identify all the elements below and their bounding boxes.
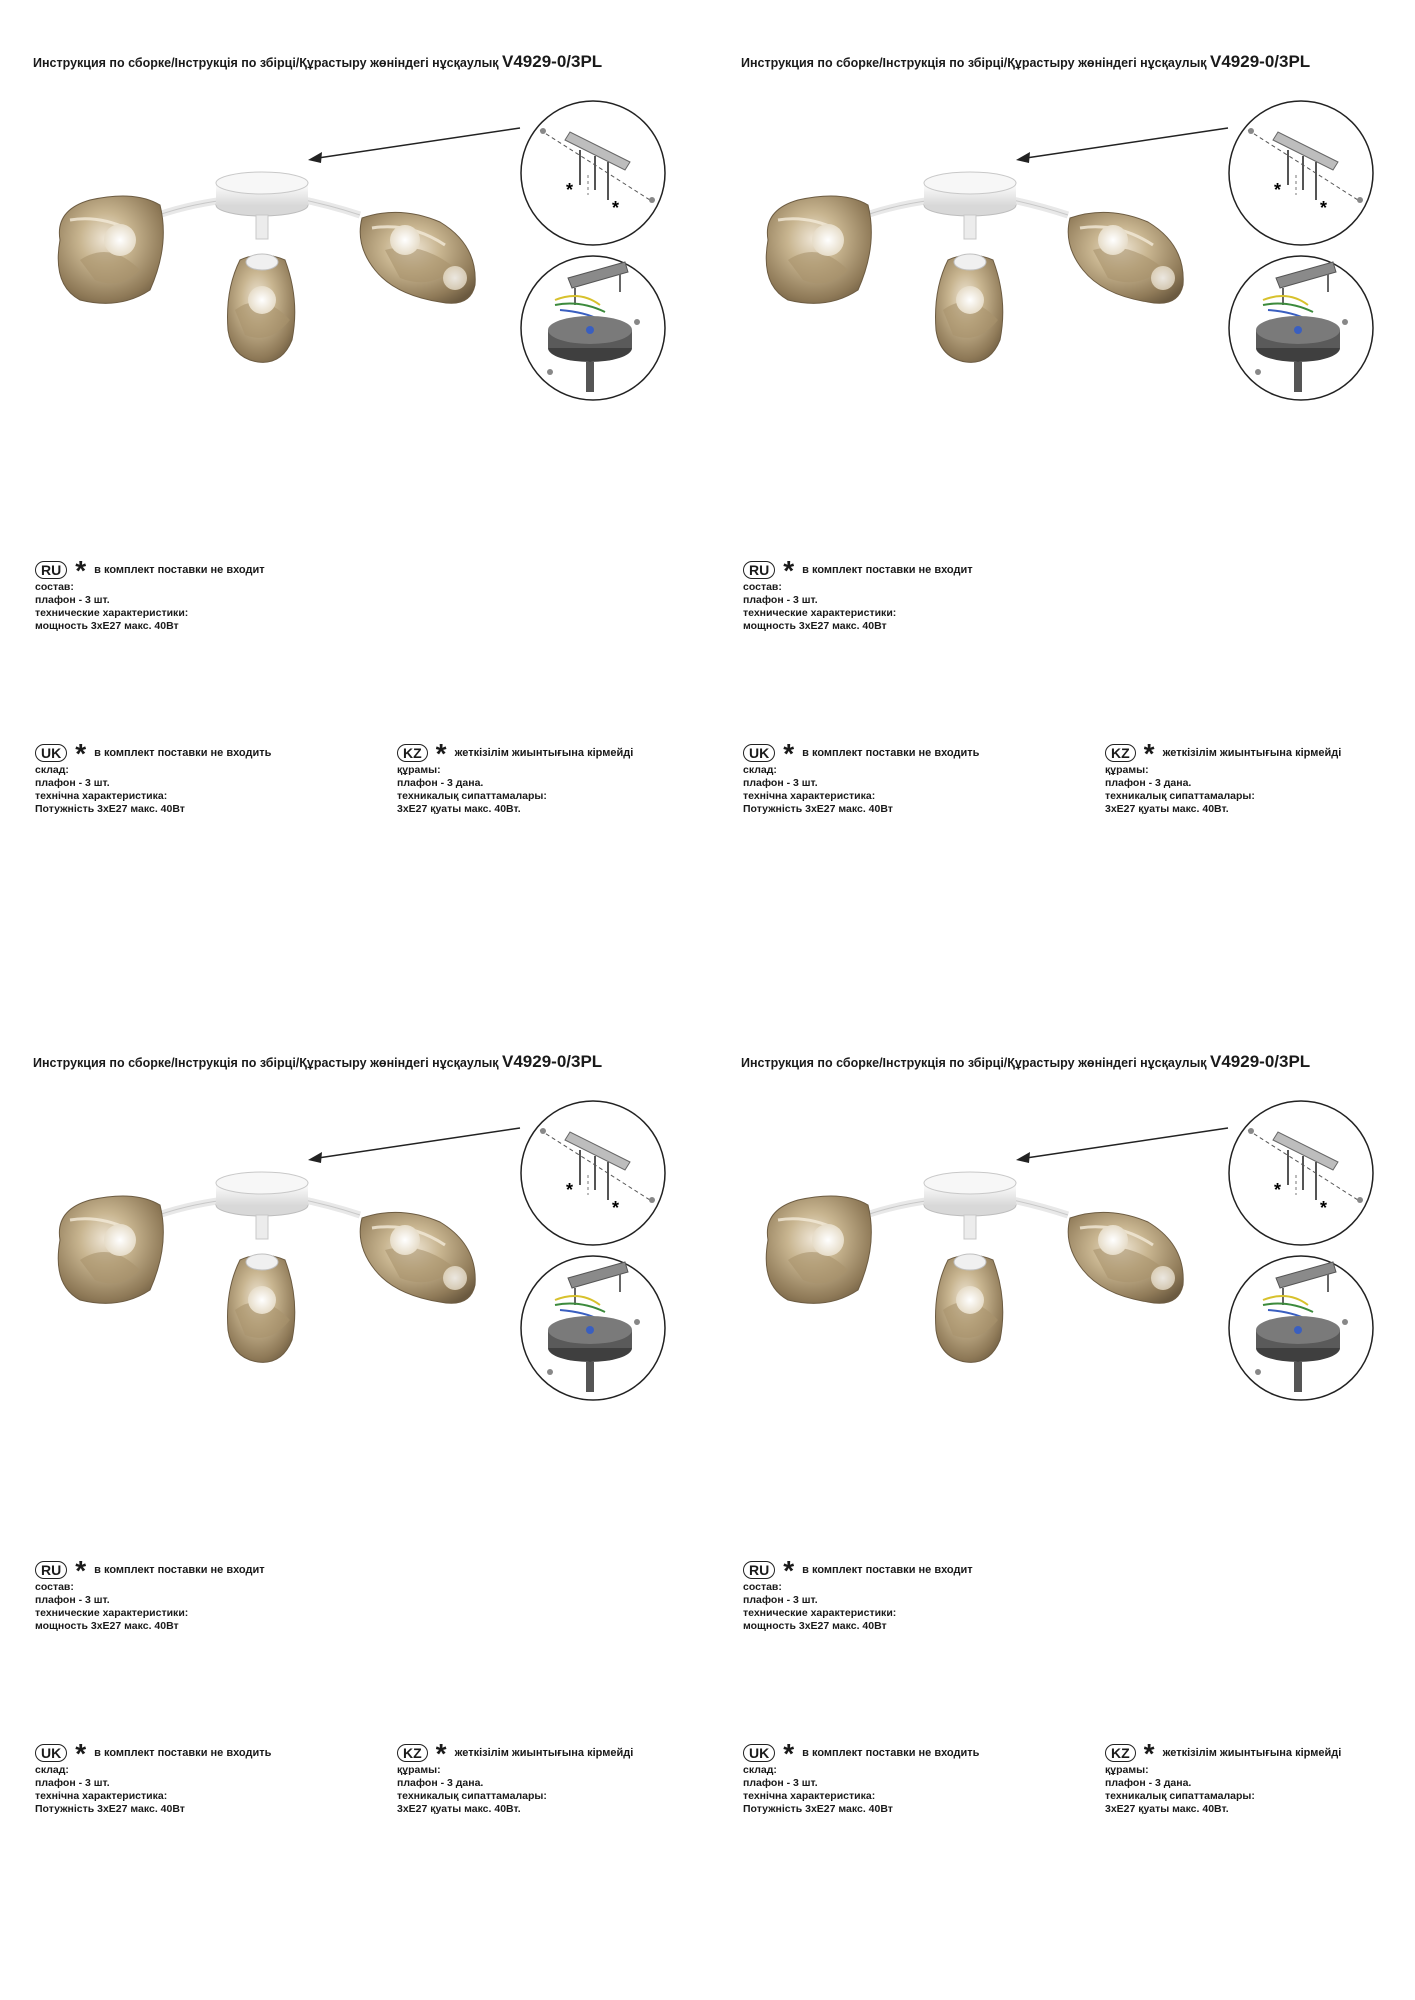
star-mark: * [1143,744,1155,762]
bulb [104,1224,136,1256]
left-shade [58,196,163,303]
spec-line: плафон - 3 дана. [1105,1777,1192,1789]
mounting-bracket-detail [1229,101,1373,245]
star-mark: * [566,1180,574,1200]
title-text: Инструкция по сборке/Інструкція по збірці/Құрастыру жөніндегі нұсқаулық [33,1056,499,1070]
bulb [390,225,420,255]
spec-line: мощность 3хЕ27 макс. 40Вт [35,1620,179,1632]
spec-line: 3хЕ27 қуаты макс. 40Вт. [397,803,521,815]
arrow-head [308,1152,322,1163]
mounting-bracket-detail [521,1101,665,1245]
spec-line: мощность 3хЕ27 макс. 40Вт [743,620,887,632]
not-included-note: в комплект поставки не входить [94,746,272,759]
lang-badge-kz: KZ [1105,744,1136,762]
right-shade [1068,1212,1183,1303]
spec-uk [743,1744,979,1816]
star-mark: * [1143,1744,1155,1762]
instruction-card [0,0,708,1000]
lang-badge-uk: UK [35,1744,67,1762]
arrow-line [318,1128,520,1158]
spec-line: құрамы: [1105,764,1149,776]
spec-line: плафон - 3 шт. [35,594,110,606]
model-number: V4929-0/3PL [1210,52,1311,71]
title-text: Инструкция по сборке/Інструкція по збірці/Құрастыру жөніндегі нұсқаулық [33,56,499,70]
wiring-detail [1229,256,1373,400]
arrow-head [1016,152,1030,163]
not-included-note: в комплект поставки не входит [802,1563,973,1576]
right-shade [360,1212,475,1303]
star-mark: * [566,180,574,200]
spec-line: плафон - 3 шт. [35,1594,110,1606]
star-mark: * [783,1744,795,1762]
star-mark: * [612,1198,620,1218]
star-mark: * [75,561,87,579]
center-shade [936,254,1003,362]
spec-line: склад: [35,764,69,776]
spec-line: плафон - 3 шт. [743,777,818,789]
lang-badge-kz: KZ [1105,1744,1136,1762]
spec-ru [35,1561,265,1633]
spec-ru [743,561,973,633]
instruction-card [708,1000,1415,2000]
wiring-detail [521,1256,665,1400]
arrow-line [1026,128,1228,158]
spec-line: плафон - 3 шт. [35,1777,110,1789]
star-mark: * [783,1561,795,1579]
not-included-note: в комплект поставки не входит [94,563,265,576]
not-included-note: жеткізілім жиынтығына кірмейді [454,746,634,759]
center-stem [256,215,268,239]
spec-line: құрамы: [397,1764,441,1776]
star-mark: * [612,198,620,218]
arrow-head [1016,1152,1030,1163]
spec-line: техникалық сипаттамалары: [1105,1790,1255,1802]
lang-badge-uk: UK [35,744,67,762]
star-mark: * [75,1744,87,1762]
star-mark: * [783,744,795,762]
not-included-note: в комплект поставки не входит [802,563,973,576]
not-included-note: жеткізілім жиынтығына кірмейді [1162,1746,1342,1759]
spec-line: плафон - 3 шт. [743,1594,818,1606]
spec-line: құрамы: [1105,1764,1149,1776]
spec-line: 3хЕ27 қуаты макс. 40Вт. [1105,803,1229,815]
spec-line: технические характеристики: [743,607,897,619]
spec-line: техникалық сипаттамалары: [1105,790,1255,802]
spec-line: техникалық сипаттамалары: [397,790,547,802]
model-number: V4929-0/3PL [502,1052,603,1071]
right-shade [1068,212,1183,303]
center-stem [964,1215,976,1239]
spec-line: плафон - 3 дана. [397,1777,484,1789]
center-shade [228,254,295,362]
arrow-line [318,128,520,158]
bulb [248,286,276,314]
spec-line: склад: [35,1764,69,1776]
spec-line: состав: [743,581,782,593]
star-mark: * [75,1561,87,1579]
center-stem [256,1215,268,1239]
bulb [956,286,984,314]
star-mark: * [435,1744,447,1762]
not-included-note: в комплект поставки не входить [802,746,980,759]
spec-line: технічна характеристика: [743,1790,876,1802]
spec-line: технические характеристики: [35,607,189,619]
not-included-note: в комплект поставки не входить [802,1746,980,1759]
star-mark: * [1274,180,1282,200]
spec-line: құрамы: [397,764,441,776]
spec-line: технические характеристики: [743,1607,897,1619]
spec-uk [35,1744,271,1816]
spec-kz [1105,744,1341,816]
spec-line: технічна характеристика: [35,790,168,802]
spec-ru [35,561,265,633]
model-number: V4929-0/3PL [1210,1052,1311,1071]
chandelier-illustration [0,0,708,420]
spec-line: склад: [743,1764,777,1776]
not-included-note: жеткізілім жиынтығына кірмейді [454,1746,634,1759]
not-included-note: в комплект поставки не входит [94,1563,265,1576]
wiring-detail [521,256,665,400]
bulb [248,1286,276,1314]
not-included-note: в комплект поставки не входить [94,1746,272,1759]
mounting-bracket-detail [1229,1101,1373,1245]
spec-line: состав: [35,581,74,593]
star-mark: * [783,561,795,579]
lang-badge-kz: KZ [397,1744,428,1762]
lang-badge-kz: KZ [397,744,428,762]
chandelier-illustration [708,0,1415,420]
spec-line: плафон - 3 дана. [1105,777,1192,789]
spec-line: Потужність 3хЕ27 макс. 40Вт [743,1803,893,1815]
bulb [812,1224,844,1256]
center-shade [228,1254,295,1362]
spec-line: мощность 3хЕ27 макс. 40Вт [35,620,179,632]
lang-badge-ru: RU [35,561,67,579]
spec-line: технічна характеристика: [743,790,876,802]
model-number: V4929-0/3PL [502,52,603,71]
spec-line: плафон - 3 шт. [743,594,818,606]
spec-uk [743,744,979,816]
spec-line: склад: [743,764,777,776]
spec-line: Потужність 3хЕ27 макс. 40Вт [743,803,893,815]
title-text: Инструкция по сборке/Інструкція по збірці/Құрастыру жөніндегі нұсқаулық [741,56,1207,70]
center-shade [936,1254,1003,1362]
spec-line: техникалық сипаттамалары: [397,1790,547,1802]
spec-line: 3хЕ27 қуаты макс. 40Вт. [397,1803,521,1815]
bulb [956,1286,984,1314]
bulb [1098,1225,1128,1255]
left-shade [766,196,871,303]
left-shade [58,1196,163,1303]
instruction-card [0,1000,708,2000]
lang-badge-uk: UK [743,1744,775,1762]
spec-kz [397,1744,633,1816]
lang-badge-ru: RU [35,1561,67,1579]
star-mark: * [1274,1180,1282,1200]
not-included-note: жеткізілім жиынтығына кірмейді [1162,746,1342,759]
chandelier-illustration [708,1000,1415,1420]
spec-line: плафон - 3 шт. [35,777,110,789]
arrow-line [1026,1128,1228,1158]
spec-line: 3хЕ27 қуаты макс. 40Вт. [1105,1803,1229,1815]
center-stem [964,215,976,239]
spec-line: Потужність 3хЕ27 макс. 40Вт [35,1803,185,1815]
bulb [104,224,136,256]
spec-uk [35,744,271,816]
bulb [390,1225,420,1255]
spec-line: мощность 3хЕ27 макс. 40Вт [743,1620,887,1632]
instruction-card [708,0,1415,1000]
spec-line: технічна характеристика: [35,1790,168,1802]
spec-kz [397,744,633,816]
lang-badge-ru: RU [743,561,775,579]
lang-badge-ru: RU [743,1561,775,1579]
spec-line: технические характеристики: [35,1607,189,1619]
spec-line: плафон - 3 дана. [397,777,484,789]
star-mark: * [1320,198,1328,218]
spec-kz [1105,1744,1341,1816]
spec-ru [743,1561,973,1633]
spec-line: плафон - 3 шт. [743,1777,818,1789]
mounting-bracket-detail [521,101,665,245]
left-shade [766,1196,871,1303]
arrow-head [308,152,322,163]
spec-line: состав: [35,1581,74,1593]
right-shade [360,212,475,303]
chandelier-illustration [0,1000,708,1420]
spec-line: Потужність 3хЕ27 макс. 40Вт [35,803,185,815]
title-text: Инструкция по сборке/Інструкція по збірці/Құрастыру жөніндегі нұсқаулық [741,1056,1207,1070]
wiring-detail [1229,1256,1373,1400]
bulb [812,224,844,256]
spec-line: состав: [743,1581,782,1593]
lang-badge-uk: UK [743,744,775,762]
star-mark: * [435,744,447,762]
star-mark: * [75,744,87,762]
star-mark: * [1320,1198,1328,1218]
bulb [1098,225,1128,255]
